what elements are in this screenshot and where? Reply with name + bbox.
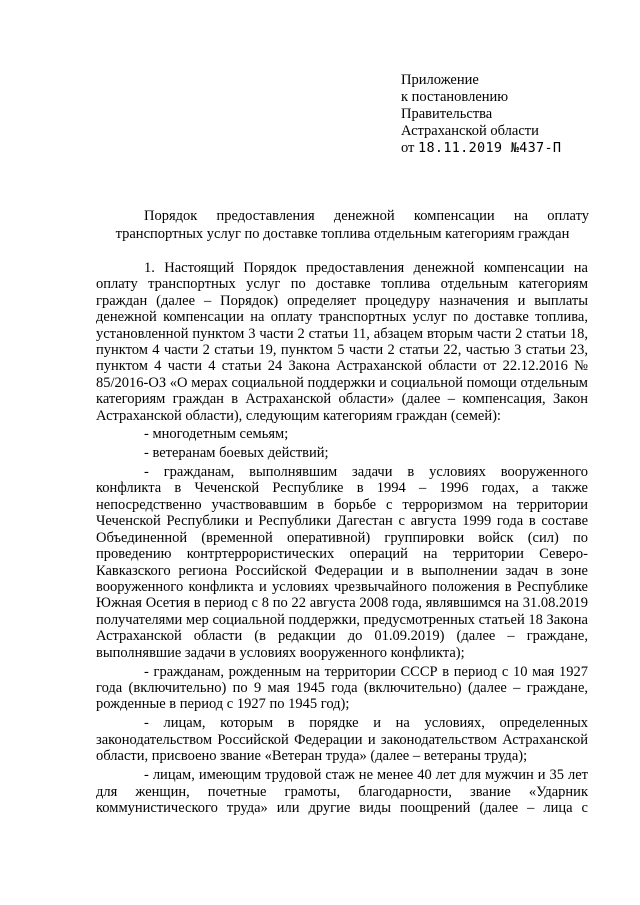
list-item-labor-veterans: - лицам, которым в порядке и на условиях, определенных законодательством Российской Федерации и законодательством Астраханской области, присвоено звание «Ветеран труда» (далее – ветераны труда); <box>96 715 588 765</box>
list-item-large-families: - многодетным семьям; <box>144 426 289 443</box>
date-prefix: от <box>401 140 415 156</box>
document-body <box>96 260 588 819</box>
resolution-date-number: 18.11.2019 №437-П <box>418 140 562 156</box>
paragraph-1: 1. Настоящий Порядок предоставления денежной компенсации на оплату транспортных услуг по доставке топлива отдельным категориям граждан (далее – Порядок) определяет процедуру назначения и выплаты денежной компенсации на оплату транспортных услуг по доставке топлива, установленной пунктом 3 части 2 статьи 11, абзацем вторым части 2 статьи 18, пунктом 4 части 2 статьи 19, пунктом 5 части 2 статьи 22, частью 3 статьи 23, пунктом 4 части 4 статьи 24 Закона Астраханской области от 22.12.2016 № 85/2016-ОЗ «О мерах социальной поддержки и социальной помощи отдельным категориям граждан в Астраханской области» (далее – компенсация, Закон Астраханской области), следующим категориям граждан (семей): <box>96 260 588 424</box>
appendix-line: к постановлению <box>401 89 509 105</box>
list-item-combat-veterans: - ветеранам боевых действий; <box>144 445 329 462</box>
list-item-born-1927-1945: - гражданам, рожденным на территории СССР в период с 10 мая 1927 года (включительно) по 9 мая 1945 года (включительно) (далее – граждане, рожденные в период с 1927 по 1945 год); <box>96 663 588 713</box>
list-item-chechnya-participants: - гражданам, выполнявшим задачи в условиях вооруженного конфликта в Чеченской Республике в 1994 – 1996 годах, а также непосредственно участвовавшим в борьбе с терроризмом на территории Чеченской Республики и Республики Дагестан с августа 1999 года в составе Объединенной (временной оперативной) группировки войск (сил) по проведению контртеррористических операций на территории Северо-Кавказского региона Российской Федерации и в выполнении задач в зоне вооруженного конфликта и условиях чрезвычайного положения в Республике Южная Осетия в период с 8 по 22 августа 2008 года, являвшимся на 31.08.2019 получателями мер социальной поддержки, предусмотренных статьей 18 Закона Астраханской области (в редакции до 01.09.2019) (далее – граждане, выполнявшие задачи в условиях вооруженного конфликта); <box>96 464 588 661</box>
appendix-line: Астраханской области <box>401 123 539 139</box>
appendix-line: Приложение <box>401 72 479 88</box>
title-line: Порядок предоставления денежной компенсации на оплату <box>144 208 589 224</box>
title-line: транспортных услуг по доставке топлива отдельным категориям граждан <box>115 226 570 242</box>
appendix-date-line <box>401 140 561 157</box>
appendix-block <box>401 72 561 157</box>
appendix-line: Правительства <box>401 106 493 122</box>
document-title <box>96 207 589 243</box>
list-item-work-experience: - лицам, имеющим трудовой стаж не менее 40 лет для мужчин и 35 лет для женщин, почетные грамоты, благодарности, звание «Ударник коммунистического труда» или другие виды поощрений (далее – лица с <box>96 767 588 816</box>
